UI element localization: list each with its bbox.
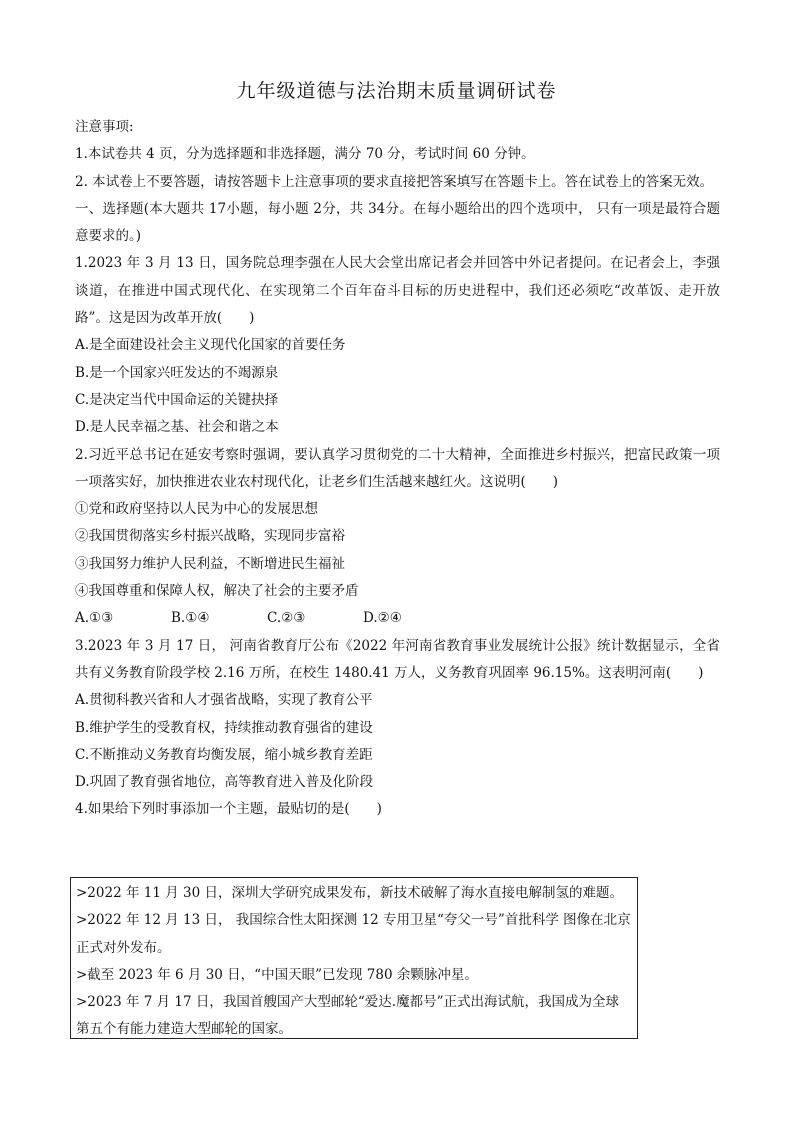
- question-1-option-b: B.是一个国家兴旺发达的不竭源泉: [75, 364, 279, 381]
- question-2-option-b: B.①④: [171, 610, 210, 627]
- event-item-2: >2022 年 12 月 13 日， 我国综合性太阳探测 12 专用卫星“夸父一号”首批科学 图像在北京正式对外发布。: [76, 912, 631, 956]
- note-1: 1.本试卷共 4 页，分为选择题和非选择题，满分 70 分，考试时间 60 分钟。: [75, 146, 535, 163]
- question-2-options: [75, 605, 720, 632]
- question-3-option-d: D.巩固了教育强省地位，高等教育进入普及化阶段: [75, 774, 374, 791]
- question-2-statement-4: ④我国尊重和保障人权，解决了社会的主要矛盾: [75, 583, 359, 600]
- question-1-option-c: C.是决定当代中国命运的关键抉择: [75, 391, 279, 408]
- note-2: 2. 本试卷上不要答题，请按答题卡上注意事项的要求直接把答案填写在答题卡上。答在试卷上的答案无效。: [75, 173, 714, 190]
- question-2-option-c: C.②③: [267, 610, 306, 627]
- event-item-4: >2023 年 7 月 17 日，我国首艘国产大型邮轮“爱达.魔都号”正式出海试航，我国成为全球第五个有能力建造大型邮轮的国家。: [76, 994, 619, 1038]
- exam-title: 九年级道德与法治期末质量调研试卷: [236, 80, 557, 102]
- event-item-3: >截至 2023 年 6 月 30 日，“中国天眼”已发现 780 余颗脉冲星。: [76, 966, 478, 983]
- question-2-statement-3: ③我国努力维护人民利益，不断增进民生福祉: [75, 555, 345, 572]
- question-1-option-d: D.是人民幸福之基、社会和谐之本: [75, 419, 279, 436]
- question-1-stem: 1.2023 年 3 月 13 日，国务院总理李强在人民大会堂出席记者会并回答中外记者提问。在记者会上，李强谈道，在推进中国式现代化、在实现第二个百年奋斗目标的历史进程中，我们还必须吃“改革饭、走开放路”。这是因为改革开放( ): [75, 255, 720, 327]
- exam-content: [75, 114, 720, 824]
- question-3-stem: 3.2023 年 3 月 17 日， 河南省教育厅公布《2022 年河南省教育事业发展统计公报》统计数据显示，全省共有义务教育阶段学校 2.16 万所，在校生 1480.41 万人，义务教育巩固率 96.15%。这表明河南( ): [75, 637, 720, 681]
- question-3-option-c: C.不断推动义务教育均衡发展，缩小城乡教育差距: [75, 746, 373, 763]
- question-2-statement-2: ②我国贯彻落实乡村振兴战略，实现同步富裕: [75, 528, 345, 545]
- question-3-option-a: A.贯彻科教兴省和人才强省战略，实现了教育公平: [75, 692, 373, 709]
- question-2-statement-1: ①党和政府坚持以人民为中心的发展思想: [75, 501, 318, 518]
- question-2-option-d: D.②④: [363, 610, 402, 627]
- question-1-option-a: A.是全面建设社会主义现代化国家的首要任务: [75, 337, 346, 354]
- question-2-option-a: A.①③: [75, 610, 114, 627]
- section-1-heading: 一、选择题(本大题共 17小题，每小题 2分，共 34分。在每小题给出的四个选项中， 只有一项是最符合题意要求的。): [75, 200, 720, 245]
- current-events-box: [70, 877, 638, 1039]
- question-4-stem: 4.如果给下列时事添加一个主题，最贴切的是( ): [75, 801, 382, 818]
- event-item-1: >2022 年 11 月 30 日，深圳大学研究成果发布，新技术破解了海水直接电解制氢的难题。: [76, 885, 623, 901]
- question-2-stem: 2.习近平总书记在延安考察时强调，要认真学习贯彻党的二十大精神，全面推进乡村振兴，把富民政策一项一项落实好，加快推进农业农村现代化，让老乡们生活越来越红火。这说明( ): [75, 446, 720, 490]
- question-3-option-b: B.维护学生的受教育权，持续推动教育强省的建设: [75, 719, 373, 736]
- notes-heading: 注意事项:: [75, 119, 134, 135]
